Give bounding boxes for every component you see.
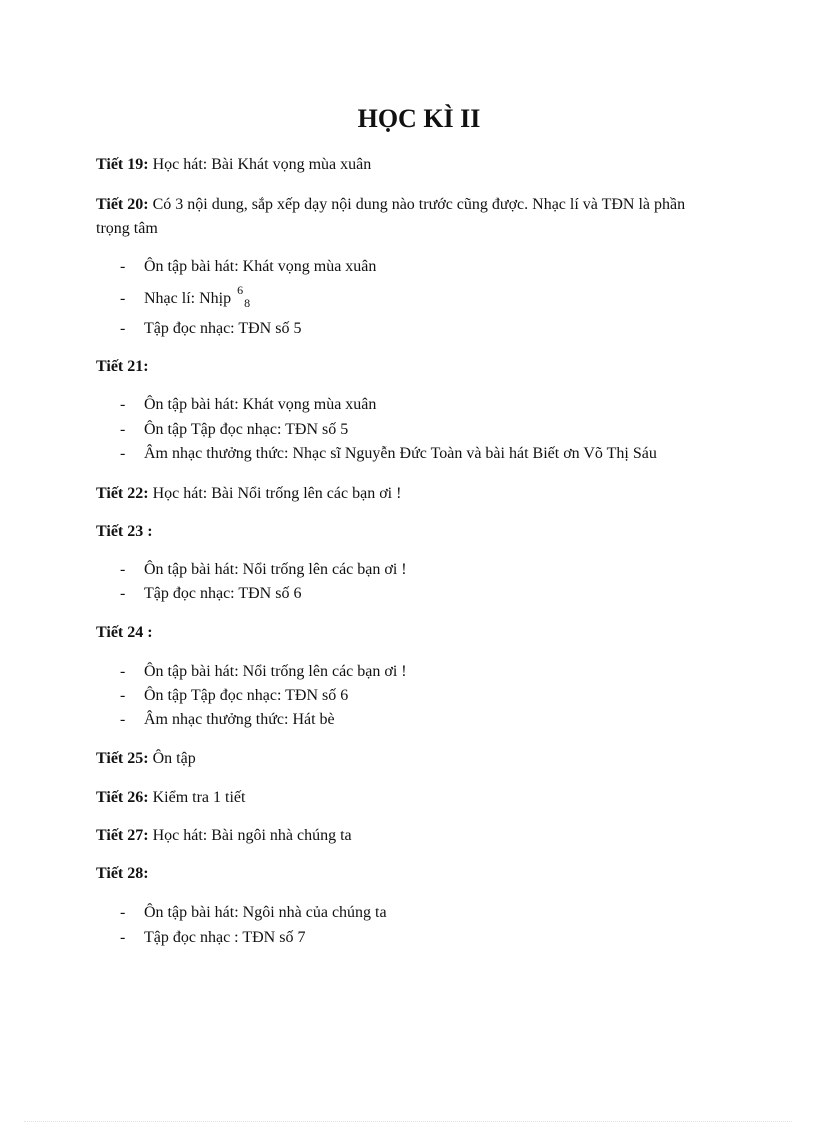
lesson-text: Kiểm tra 1 tiết bbox=[152, 789, 246, 806]
page-title: HỌC KÌ II bbox=[357, 104, 481, 133]
bullet-dash: - bbox=[120, 585, 126, 602]
lesson-label: Tiết 19: bbox=[96, 156, 149, 173]
bullet-dash: - bbox=[120, 904, 126, 921]
lesson-label: Tiết 22: bbox=[96, 485, 149, 502]
time-signature-top: 6 bbox=[237, 283, 244, 297]
lesson-label: Tiết 27: bbox=[96, 827, 149, 844]
lesson-26 bbox=[96, 786, 245, 810]
list-item: - Tập đọc nhạc: TĐN số 6 bbox=[120, 582, 301, 606]
list-item: - Ôn tập bài hát: Ngôi nhà của chúng ta bbox=[120, 901, 387, 925]
list-item: - Tập đọc nhạc: TĐN số 5 bbox=[120, 317, 301, 341]
lesson-text: Ôn tập bbox=[152, 750, 196, 767]
list-item: - Âm nhạc thưởng thức: Nhạc sĩ Nguyễn Đức Toàn và bài hát Biết ơn Võ Thị Sáu bbox=[120, 442, 657, 466]
bullet-dash: - bbox=[120, 445, 126, 462]
list-item: - Ôn tập bài hát: Khát vọng mùa xuân bbox=[120, 255, 376, 279]
list-item: - Ôn tập bài hát: Nổi trống lên các bạn ơi ! bbox=[120, 660, 407, 684]
bullet-dash: - bbox=[120, 290, 126, 307]
lesson-text: Học hát: Bài Nổi trống lên các bạn ơi ! bbox=[152, 485, 402, 502]
bullet-dash: - bbox=[120, 711, 126, 728]
lesson-25 bbox=[96, 747, 196, 771]
bullet-dash: - bbox=[120, 929, 126, 946]
bullet-dash: - bbox=[120, 663, 126, 680]
lesson-label: Tiết 25: bbox=[96, 750, 149, 767]
bullet-dash: - bbox=[120, 561, 126, 578]
list-item: - Ôn tập bài hát: Khát vọng mùa xuân bbox=[120, 393, 376, 417]
lesson-label: Tiết 26: bbox=[96, 789, 149, 806]
lesson-label: Tiết 24 : bbox=[96, 624, 153, 641]
lesson-24 bbox=[96, 621, 153, 645]
list-item: - Tập đọc nhạc : TĐN số 7 bbox=[120, 926, 305, 950]
lesson-text: Học hát: Bài ngôi nhà chúng ta bbox=[152, 827, 352, 844]
lesson-21 bbox=[96, 355, 149, 379]
time-signature-bottom: 8 bbox=[244, 296, 251, 310]
lesson-27 bbox=[96, 824, 352, 848]
list-item: - Nhạc lí: Nhịp $^6_8$ bbox=[120, 283, 251, 310]
list-item: - Ôn tập Tập đọc nhạc: TĐN số 5 bbox=[120, 418, 348, 442]
list-item: - Âm nhạc thưởng thức: Hát bè bbox=[120, 708, 335, 732]
list-item: - Ôn tập bài hát: Nổi trống lên các bạn ơi ! bbox=[120, 558, 407, 582]
bullet-dash: - bbox=[120, 421, 126, 438]
list-item: - Ôn tập Tập đọc nhạc: TĐN số 6 bbox=[120, 684, 348, 708]
lesson-label: Tiết 28: bbox=[96, 865, 149, 882]
lesson-23 bbox=[96, 520, 153, 544]
lesson-28 bbox=[96, 862, 149, 886]
bullet-dash: - bbox=[120, 687, 126, 704]
lesson-label: Tiết 21: bbox=[96, 358, 149, 375]
bullet-dash: - bbox=[120, 258, 126, 275]
lesson-22 bbox=[96, 482, 401, 506]
lesson-text: Có 3 nội dung, sắp xếp dạy nội dung nào trước cũng được. Nhạc lí và TĐN là phần trọng tâm bbox=[96, 196, 686, 237]
page-bottom-divider bbox=[24, 1121, 792, 1122]
lesson-label: Tiết 20: bbox=[96, 196, 149, 213]
bullet-dash: - bbox=[120, 320, 126, 337]
lesson-text: Học hát: Bài Khát vọng mùa xuân bbox=[152, 156, 372, 173]
lesson-label: Tiết 23 : bbox=[96, 523, 153, 540]
lesson-19 bbox=[96, 153, 371, 177]
lesson-20 bbox=[96, 193, 700, 241]
bullet-dash: - bbox=[120, 396, 126, 413]
